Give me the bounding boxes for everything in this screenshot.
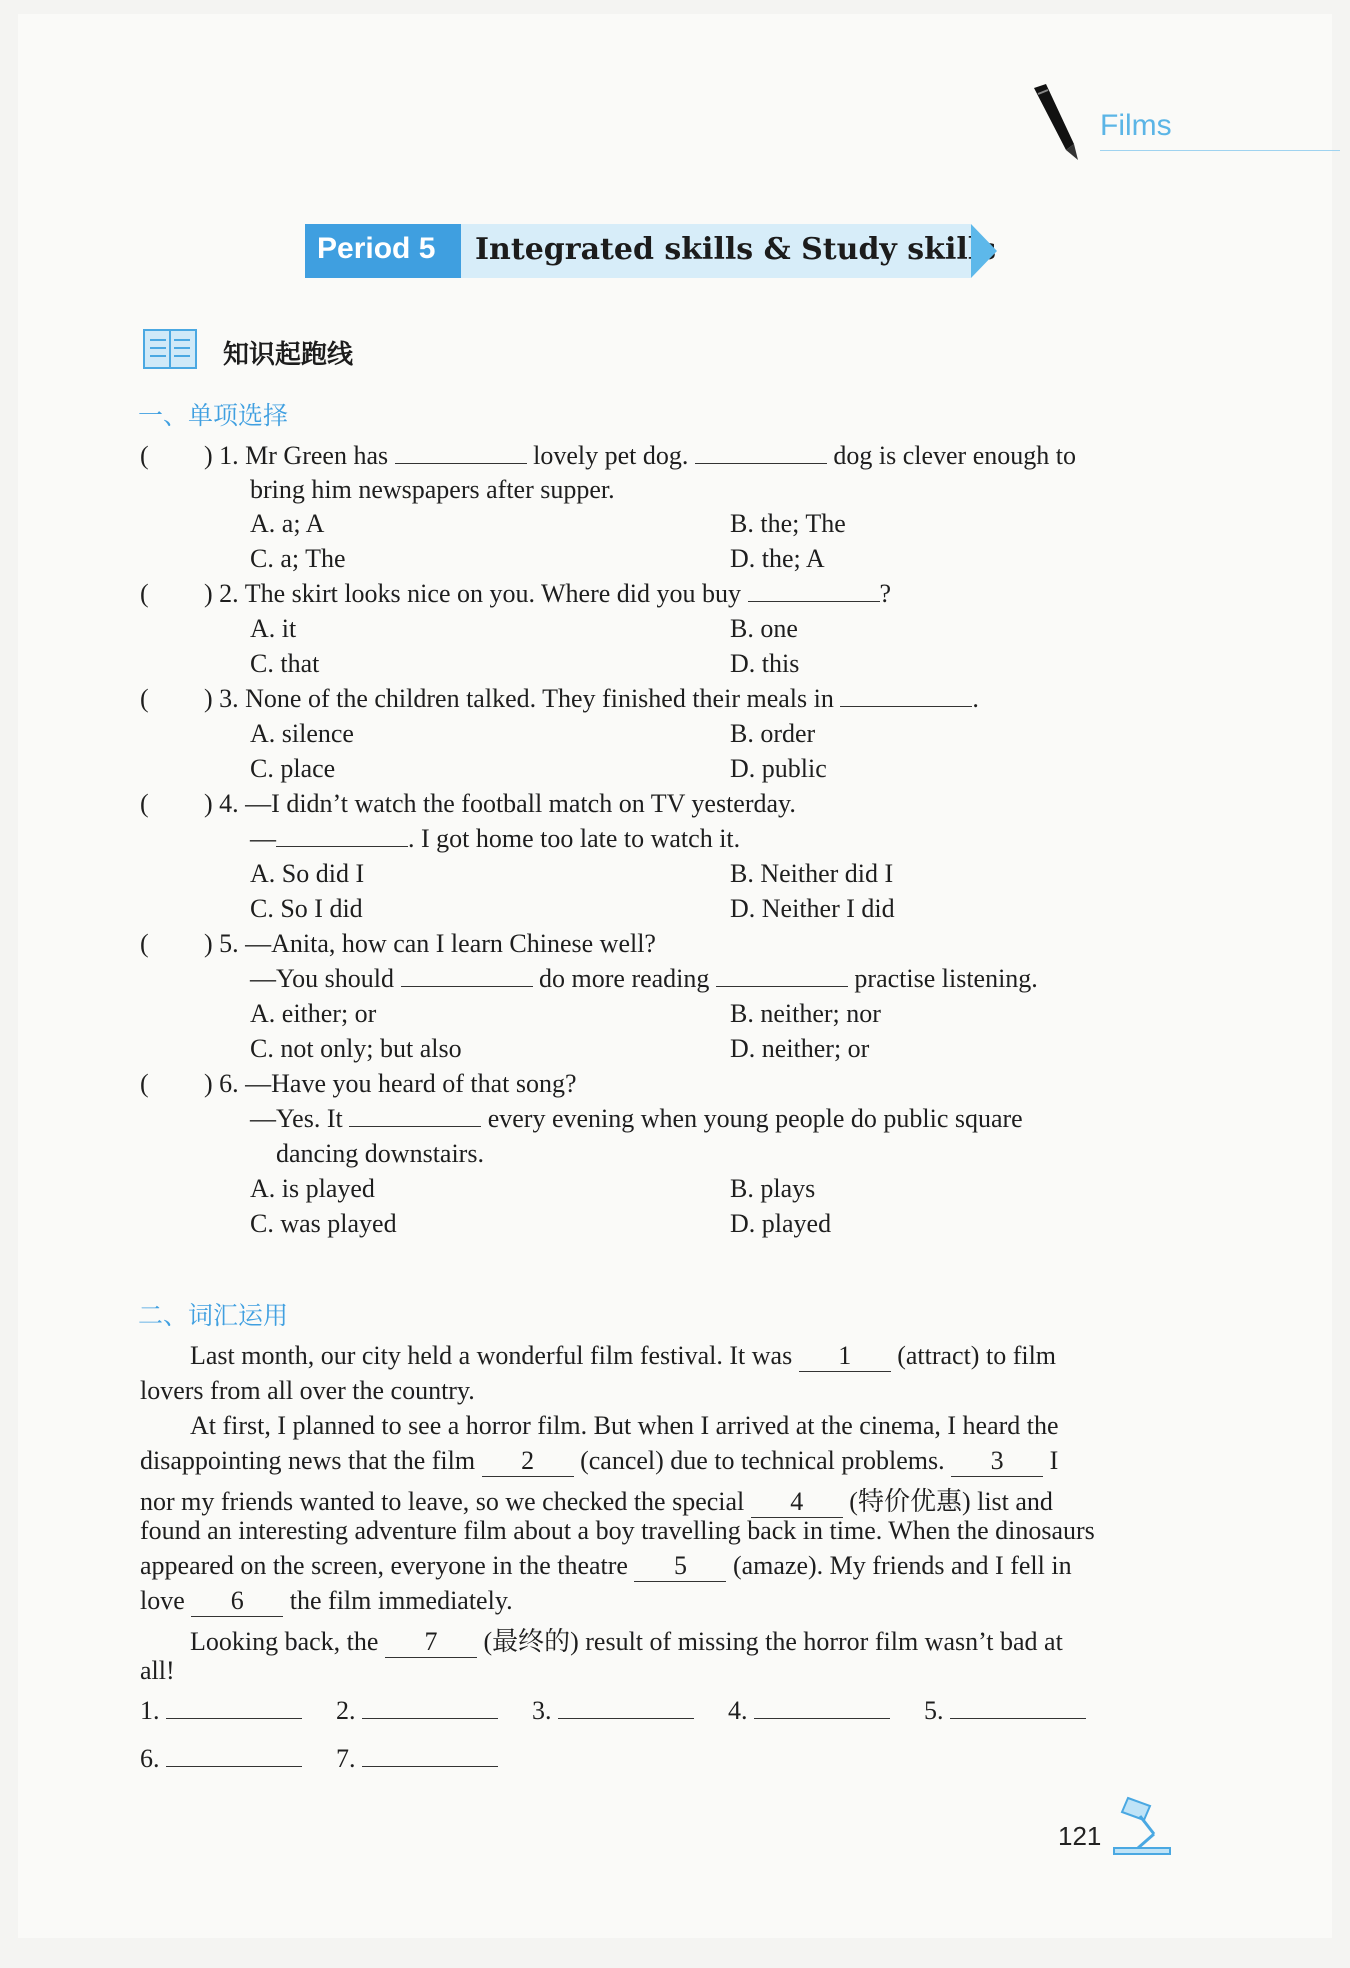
q4-blank[interactable]	[276, 824, 408, 847]
passage-line-9: Looking back, the 7 (最终的) result of missing the horror film wasn’t bad at	[190, 1627, 1063, 1656]
answer-4: 4.	[728, 1696, 890, 1726]
q4-option-c[interactable]: C. So I did	[250, 894, 363, 923]
q5-option-a[interactable]: A. either; or	[250, 999, 377, 1028]
banner-title-box	[461, 224, 997, 278]
passage-blank-2[interactable]: 2	[482, 1446, 574, 1477]
passage-blank-3[interactable]: 3	[951, 1446, 1043, 1477]
q3-option-c[interactable]: C. place	[250, 754, 336, 783]
q3-option-a[interactable]: A. silence	[250, 719, 354, 748]
banner-arrow-icon	[971, 224, 997, 278]
q1-paren: (	[140, 441, 149, 470]
q6-option-b[interactable]: B. plays	[730, 1174, 816, 1203]
banner-title: Integrated skills & Study skills	[475, 232, 997, 267]
q6-option-c[interactable]: C. was played	[250, 1209, 397, 1238]
q1-stem-line2: bring him newspapers after supper.	[250, 475, 615, 504]
passage-line-6: found an interesting adventure film about a boy travelling back in time. When the dinosaurs	[140, 1516, 1095, 1545]
q3-option-b[interactable]: B. order	[730, 719, 816, 748]
q5-stem-line2: —You should do more reading practise listening.	[250, 964, 1038, 993]
passage-blank-7[interactable]: 7	[385, 1627, 477, 1658]
q2-paren: (	[140, 579, 149, 608]
q4-option-a[interactable]: A. So did I	[250, 859, 365, 888]
passage-line-4: disappointing news that the film 2 (cancel) due to technical problems. 3 I	[140, 1446, 1059, 1475]
q5-blank-1[interactable]	[401, 964, 533, 987]
q6-stem: ) 6. —Have you heard of that song?	[204, 1069, 577, 1098]
pen-icon	[1028, 84, 1088, 169]
q5-blank-2[interactable]	[716, 964, 848, 987]
q1-option-a[interactable]: A. a; A	[250, 509, 325, 538]
q6-stem-line2: —Yes. It every evening when young people do public square	[250, 1104, 1023, 1133]
q1-blank-2[interactable]	[695, 441, 827, 464]
q6-stem-line3: dancing downstairs.	[276, 1139, 484, 1168]
passage-line-10: all!	[140, 1656, 175, 1685]
q6-option-d[interactable]: D. played	[730, 1209, 832, 1238]
answer-7-line[interactable]	[362, 1744, 498, 1767]
workbook-page	[18, 14, 1332, 1938]
q2-option-c[interactable]: C. that	[250, 649, 320, 678]
q1-option-c[interactable]: C. a; The	[250, 544, 346, 573]
answer-6-line[interactable]	[166, 1744, 302, 1767]
q6-paren: (	[140, 1069, 149, 1098]
unit-title: Films	[1100, 109, 1172, 142]
q4-option-b[interactable]: B. Neither did I	[730, 859, 894, 888]
period-label: Period 5	[317, 232, 436, 265]
passage-line-2: lovers from all over the country.	[140, 1376, 475, 1405]
q2-option-d[interactable]: D. this	[730, 649, 800, 678]
passage-line-5: nor my friends wanted to leave, so we checked the special 4 (特价优惠) list and	[140, 1487, 1053, 1516]
passage-blank-6[interactable]: 6	[191, 1586, 283, 1617]
q3-blank[interactable]	[840, 684, 972, 707]
passage-line-7: appeared on the screen, everyone in the theatre 5 (amaze). My friends and I fell in	[140, 1551, 1072, 1580]
q5-option-b[interactable]: B. neither; nor	[730, 999, 881, 1028]
passage-blank-4[interactable]: 4	[751, 1487, 843, 1518]
q5-paren: (	[140, 929, 149, 958]
q1-stem: ) 1. Mr Green has lovely pet dog. dog is clever enough to	[204, 441, 1076, 470]
section-title: 知识起跑线	[223, 340, 354, 370]
answer-3: 3.	[532, 1696, 694, 1726]
period-label-box	[305, 224, 461, 278]
page-number: 121	[1058, 1821, 1102, 1851]
passage-blank-1[interactable]: 1	[799, 1341, 891, 1372]
q4-option-d[interactable]: D. Neither I did	[730, 894, 895, 923]
q3-option-d[interactable]: D. public	[730, 754, 827, 783]
q2-stem: ) 2. The skirt looks nice on you. Where did you buy ?	[204, 579, 892, 608]
q3-paren: (	[140, 684, 149, 713]
q2-option-b[interactable]: B. one	[730, 614, 798, 643]
passage-blank-5[interactable]: 5	[634, 1551, 726, 1582]
passage-line-3: At first, I planned to see a horror film. But when I arrived at the cinema, I heard the	[190, 1411, 1059, 1440]
q2-option-a[interactable]: A. it	[250, 614, 297, 643]
q3-stem: ) 3. None of the children talked. They finished their meals in .	[204, 684, 979, 713]
lamp-icon	[1110, 1794, 1174, 1861]
answer-2-line[interactable]	[362, 1696, 498, 1719]
answer-6: 6.	[140, 1744, 302, 1774]
answer-1-line[interactable]	[166, 1696, 302, 1719]
passage-line-1: Last month, our city held a wonderful film festival. It was 1 (attract) to film	[190, 1341, 1057, 1370]
passage-line-8: love 6 the film immediately.	[140, 1586, 513, 1615]
q1-option-d[interactable]: D. the; A	[730, 544, 825, 573]
q1-blank-1[interactable]	[395, 441, 527, 464]
q5-stem: ) 5. —Anita, how can I learn Chinese well?	[204, 929, 656, 958]
answer-5: 5.	[924, 1696, 1086, 1726]
answer-3-line[interactable]	[558, 1696, 694, 1719]
q4-stem: ) 4. —I didn’t watch the football match on TV yesterday.	[204, 789, 796, 818]
answer-1: 1.	[140, 1696, 302, 1726]
book-icon	[142, 326, 198, 377]
q1-option-b[interactable]: B. the; The	[730, 509, 846, 538]
header-divider	[1100, 150, 1340, 151]
q5-option-d[interactable]: D. neither; or	[730, 1034, 870, 1063]
q4-paren: (	[140, 789, 149, 818]
q2-blank[interactable]	[748, 579, 880, 602]
q4-stem-line2: — . I got home too late to watch it.	[250, 824, 741, 853]
answer-2: 2.	[336, 1696, 498, 1726]
q6-option-a[interactable]: A. is played	[250, 1174, 375, 1203]
q6-blank[interactable]	[349, 1104, 481, 1127]
answer-4-line[interactable]	[754, 1696, 890, 1719]
answer-7: 7.	[336, 1744, 498, 1774]
answer-5-line[interactable]	[950, 1696, 1086, 1719]
part1-heading: 一、单项选择	[138, 401, 289, 430]
part2-heading: 二、词汇运用	[138, 1301, 289, 1330]
q5-option-c[interactable]: C. not only; but also	[250, 1034, 462, 1063]
